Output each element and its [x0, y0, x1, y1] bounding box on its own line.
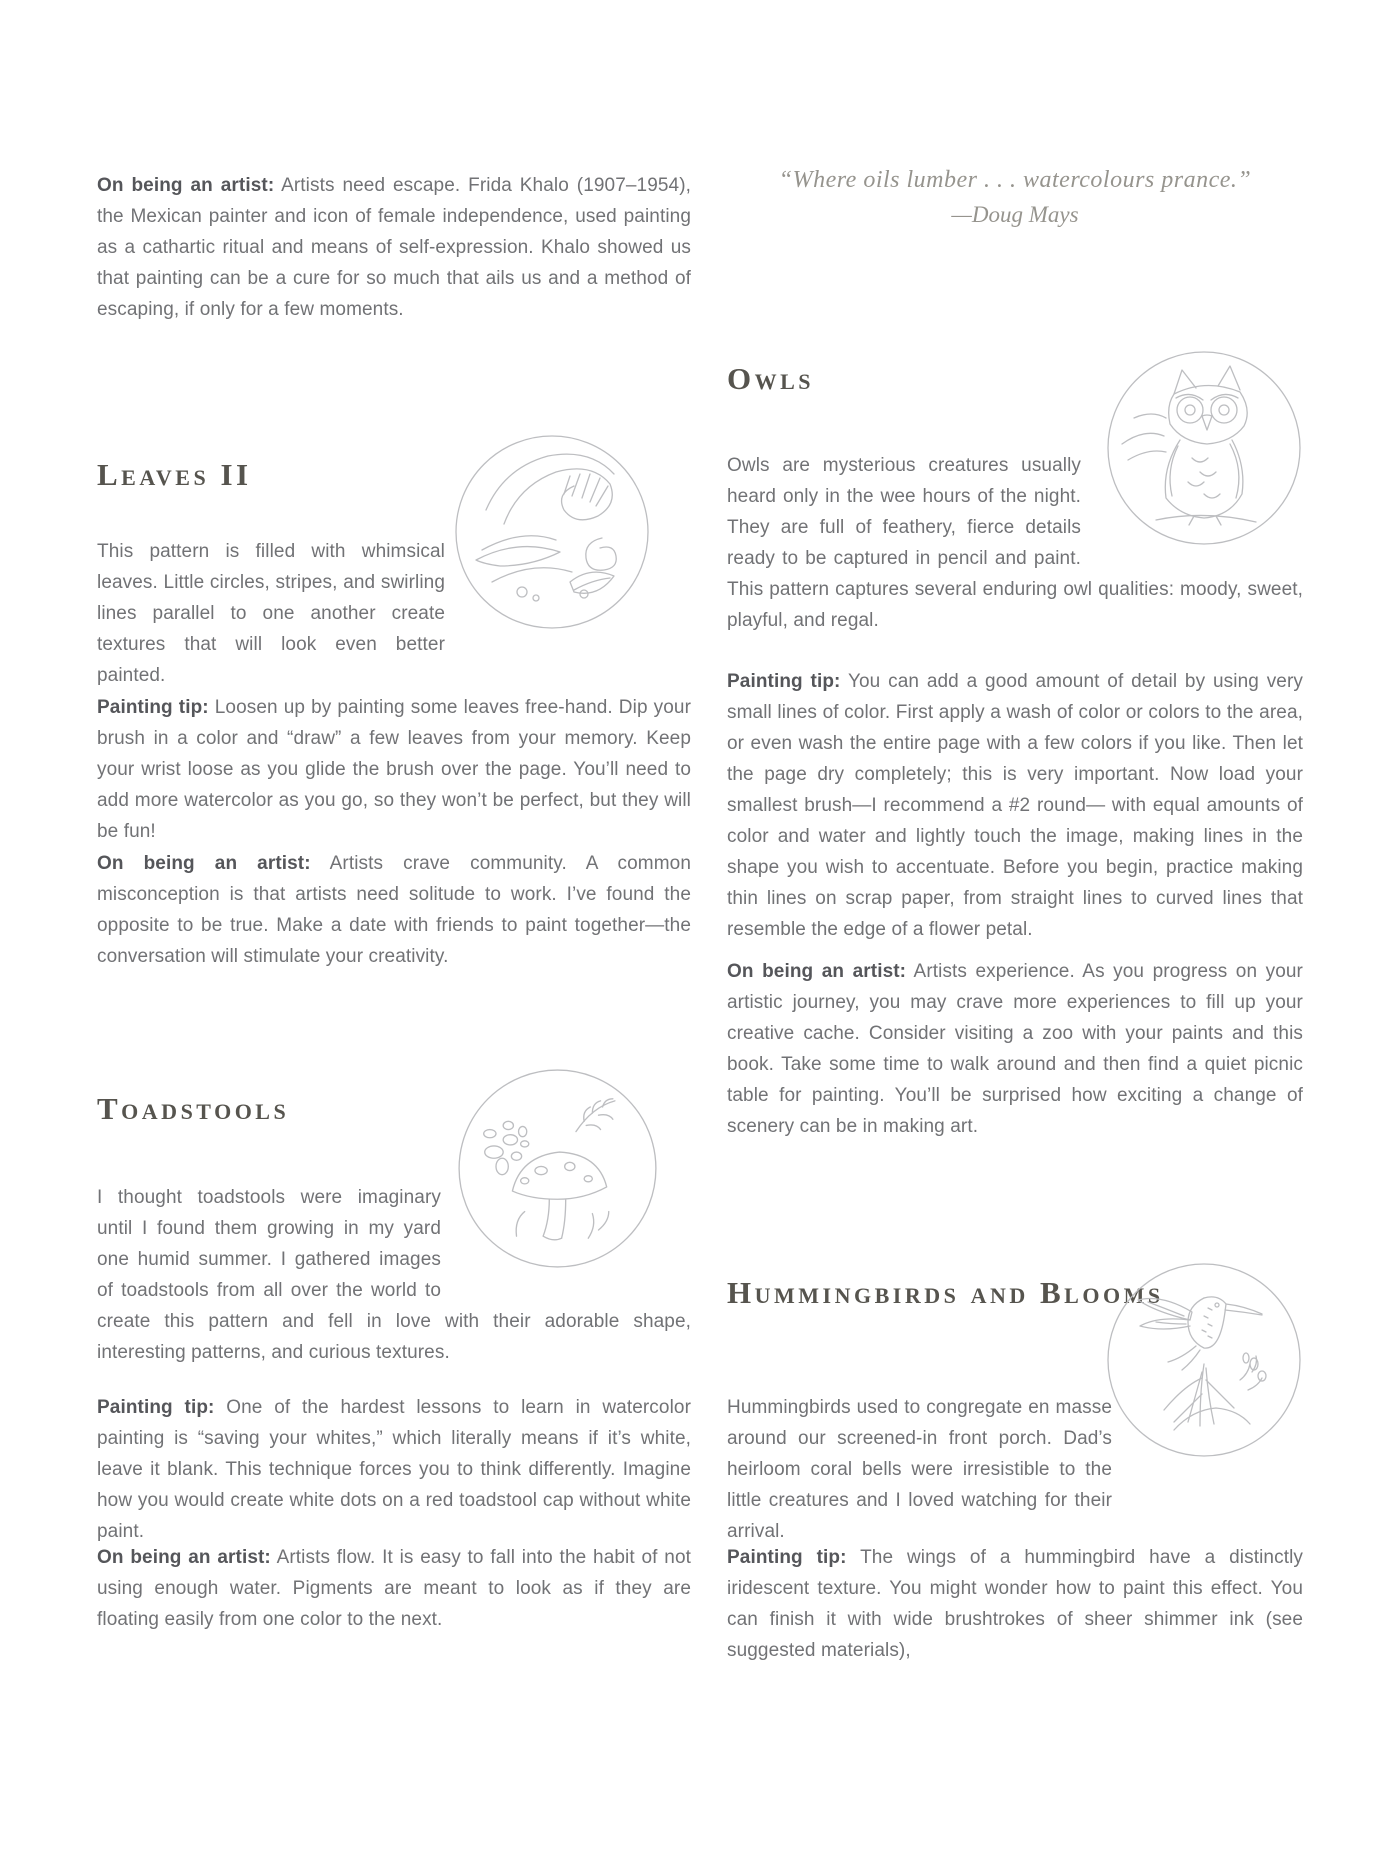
pull-quote-attribution: —Doug Mays	[951, 202, 1079, 227]
pull-quote-text: “Where oils lumber . . . watercolours prance.”	[778, 167, 1252, 193]
paragraph-lead: Painting tip:	[97, 697, 209, 718]
paragraph-on-being-an-artist-owls	[727, 956, 1303, 1142]
section-intro-hummingbirds	[727, 1392, 1112, 1547]
hummingbird-illustration	[1104, 1260, 1304, 1460]
paragraph-text: This pattern is filled with whimsical leaves. Little circles, stripes, and swirling lines parallel to one another create textures that will look even better painted.	[97, 541, 445, 686]
paragraph-lead: Painting tip:	[97, 1397, 215, 1418]
section-title-hummingbirds-and-blooms: Hummingbirds and Blooms	[727, 1275, 1164, 1310]
paragraph-on-being-an-artist-opening	[97, 170, 691, 325]
section-title-leaves-ii: Leaves II	[97, 457, 252, 492]
paragraph-text: Owls are mysterious creatures usually heard only in the wee hours of the night. They are full of feathery, fierce details ready to be captured in pencil and paint. This pattern captures several enduring owl qualities: moody, sweet, playful, and regal.	[727, 455, 1303, 631]
paragraph-painting-tip-owls	[727, 666, 1303, 945]
section-title-owls: Owls	[727, 361, 815, 396]
paragraph-text: Loosen up by painting some leaves free-hand. Dip your brush in a color and “draw” a few leaves from your memory. Keep your wrist loose as you glide the brush over the page. You’ll need to add more watercolor as you go, so they won’t be perfect, but they will be fun!	[97, 697, 691, 842]
section-intro-toadstools	[97, 1182, 691, 1368]
paragraph-text: The wings of a hummingbird have a distinctly iridescent texture. You might wonder how to paint this effect. You can finish it with wide brushtrokes of sheer shimmer ink (see suggested materials),	[727, 1547, 1303, 1661]
paragraph-lead: On being an artist:	[97, 175, 275, 196]
paragraph-lead: On being an artist:	[727, 961, 907, 982]
paragraph-text: Artists flow. It is easy to fall into the habit of not using enough water. Pigments are meant to look as if they are floating easily from one color to the next.	[97, 1547, 691, 1630]
paragraph-text: I thought toadstools were imaginary until I found them growing in my yard one humid summer. I gathered images of toadstools from all over the world to create this pattern and fell in love with their adorable shape, interesting patterns, and curious textures.	[97, 1187, 691, 1363]
leaves-illustration	[452, 432, 652, 632]
paragraph-lead: On being an artist:	[97, 853, 311, 874]
leaves-circle-drawing	[452, 432, 652, 632]
section-title-toadstools: Toadstools	[97, 1091, 290, 1126]
paragraph-on-being-an-artist-toadstools	[97, 1542, 691, 1635]
paragraph-painting-tip-leaves	[97, 692, 691, 847]
paragraph-lead: Painting tip:	[727, 671, 841, 692]
section-intro-leaves	[97, 536, 445, 691]
section-intro-owls	[727, 450, 1303, 636]
paragraph-text: Artists need escape. Frida Khalo (1907–1954), the Mexican painter and icon of female independence, used painting as a cathartic ritual and means of self-expression. Khalo showed us that painting can be a cure for so much that ails us and a method of escaping, if only for a few moments.	[97, 175, 691, 320]
paragraph-lead: On being an artist:	[97, 1547, 271, 1568]
paragraph-text: Artists experience. As you progress on your artistic journey, you may crave more experiences to fill up your creative cache. Consider visiting a zoo with your paints and this book. Take some time to walk around and then find a quiet picnic table for painting. You’ll be surprised how exciting a change of scenery can be in making art.	[727, 961, 1303, 1137]
text-wrap-spacer	[1081, 450, 1303, 574]
paragraph-painting-tip-hummingbirds	[727, 1542, 1303, 1666]
text-wrap-spacer	[441, 1182, 691, 1306]
paragraph-on-being-an-artist-leaves	[97, 848, 691, 972]
paragraph-lead: Painting tip:	[727, 1547, 847, 1568]
pull-quote	[727, 163, 1303, 233]
hummingbird-circle-drawing	[1104, 1260, 1304, 1460]
paragraph-text: Hummingbirds used to congregate en masse around our screened-in front porch. Dad’s heirloom coral bells were irresistible to the little creatures and I loved watching for their arrival.	[727, 1397, 1112, 1542]
paragraph-painting-tip-toadstools	[97, 1392, 691, 1547]
paragraph-text: One of the hardest lessons to learn in watercolor painting is “saving your whites,” which literally means if it’s white, leave it blank. This technique forces you to think differently. Imagine how you would create white dots on a red toadstool cap without white paint.	[97, 1397, 691, 1542]
paragraph-text: Artists crave community. A common misconception is that artists need solitude to work. I’ve found the opposite to be true. Make a date with friends to paint together—the conversation will stimulate your creativity.	[97, 853, 691, 967]
paragraph-text: You can add a good amount of detail by using very small lines of color. First apply a wash of color or colors to the area, or even wash the entire page with a few colors if you like. Then let the page dry completely; this is very important. Now load your smallest brush—I recommend a #2 round— with equal amounts of color and water and lightly touch the image, making lines in the shape you wish to accentuate. Before you begin, practice making thin lines on scrap paper, from straight lines to curved lines that resemble the edge of a flower petal.	[727, 671, 1303, 940]
